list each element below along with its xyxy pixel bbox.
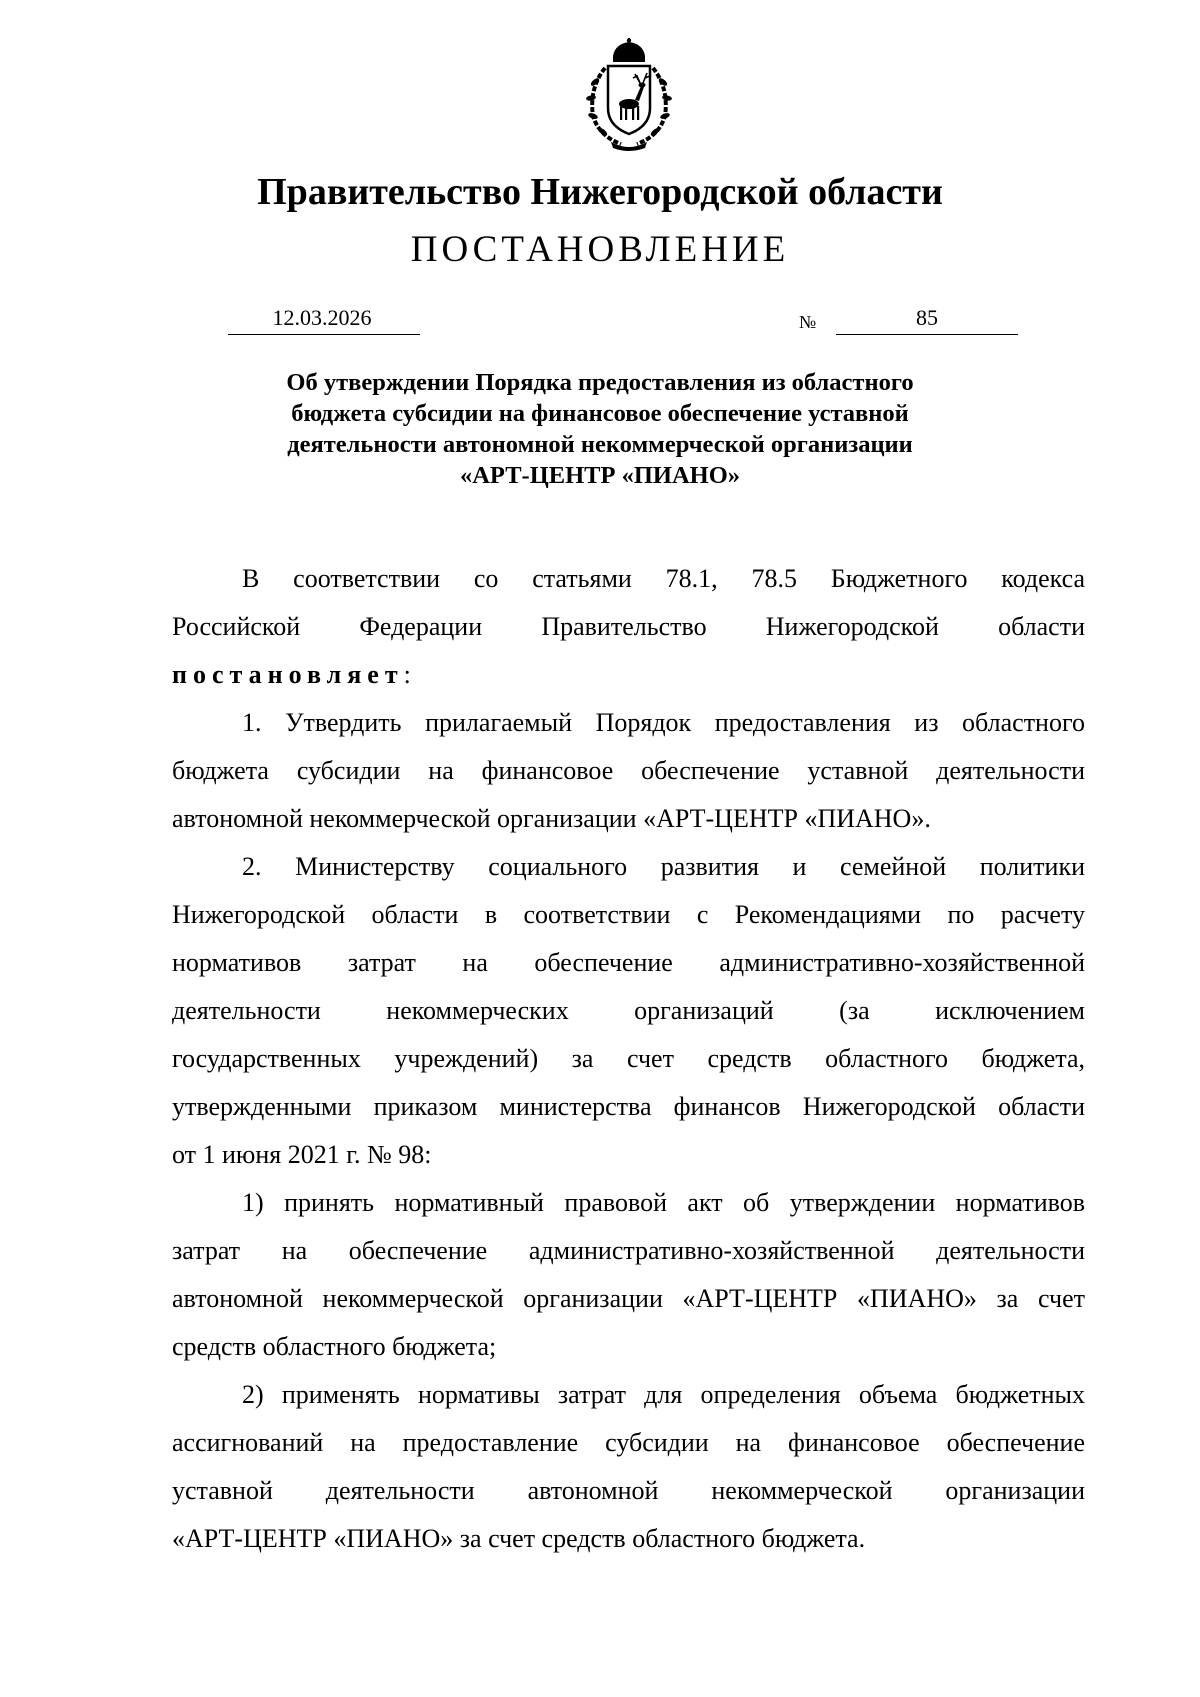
organization-name: Правительство Нижегородской области (257, 171, 943, 213)
coat-of-arms-emblem (575, 38, 683, 152)
body-line: утвержденными приказом министерства финансов Нижегородской области (172, 1092, 1085, 1121)
body-line: деятельности некоммерческих организаций (за исключением (172, 996, 1085, 1025)
body-line: ассигнований на предоставление субсидии на финансовое обеспечение (172, 1428, 1085, 1457)
resolves-colon: : (403, 660, 411, 689)
document-number-label: № (799, 312, 817, 332)
resolves-word: постановляет (172, 660, 404, 689)
subitem-2-paragraph (172, 1371, 1085, 1563)
body-line: государственных учреждений) за счет средств областного бюджета, (172, 1044, 1085, 1073)
body-line: 1. Утвердить прилагаемый Порядок предоставления из областного (242, 708, 1085, 737)
document-date: 12.03.2026 (272, 305, 372, 330)
body-line: средств областного бюджета; (172, 1332, 497, 1361)
body-line: В соответствии со статьями 78.1, 78.5 Бюджетного кодекса (242, 564, 1085, 593)
document-date-field (228, 304, 420, 335)
item-2-paragraph (172, 843, 1085, 1179)
body-line: уставной деятельности автономной некоммерческой организации (172, 1476, 1085, 1505)
resolves-line (172, 651, 1085, 699)
document-number-field (836, 304, 1018, 335)
body-line: затрат на обеспечение административно-хозяйственной деятельности (172, 1236, 1085, 1265)
document-type: ПОСТАНОВЛЕНИЕ (410, 229, 790, 270)
document-number: 85 (916, 305, 938, 330)
body-line: 1) принять нормативный правовой акт об утверждении нормативов (242, 1188, 1085, 1217)
body-line: «АРТ-ЦЕНТР «ПИАНО» за счет средств областного бюджета. (172, 1524, 866, 1553)
body-line: Российской Федерации Правительство Нижегородской области (172, 612, 1085, 641)
preamble-paragraph (172, 555, 1085, 699)
title-line: «АРТ-ЦЕНТР «ПИАНО» (459, 462, 740, 489)
body-line: бюджета субсидии на финансовое обеспечение уставной деятельности (172, 756, 1085, 785)
body-line: 2. Министерству социального развития и семейной политики (242, 852, 1085, 881)
document-title (200, 367, 1000, 491)
body-line: автономной некоммерческой организации «АРТ-ЦЕНТР «ПИАНО» за счет (172, 1284, 1085, 1313)
body-line: автономной некоммерческой организации «АРТ-ЦЕНТР «ПИАНО». (172, 804, 931, 833)
body-line: 2) применять нормативы затрат для определения объема бюджетных (242, 1380, 1085, 1409)
body-line: нормативов затрат на обеспечение административно-хозяйственной (172, 948, 1085, 977)
title-line: деятельности автономной некоммерческой организации (287, 431, 913, 458)
document-body (172, 555, 1085, 1563)
item-1-paragraph (172, 699, 1085, 843)
title-line: бюджета субсидии на финансовое обеспечение уставной (291, 400, 909, 427)
title-line: Об утверждении Порядка предоставления из областного (286, 369, 914, 396)
subitem-1-paragraph (172, 1179, 1085, 1371)
body-line: Нижегородской области в соответствии с Рекомендациями по расчету (172, 900, 1085, 929)
body-line: от 1 июня 2021 г. № 98: (172, 1140, 432, 1169)
